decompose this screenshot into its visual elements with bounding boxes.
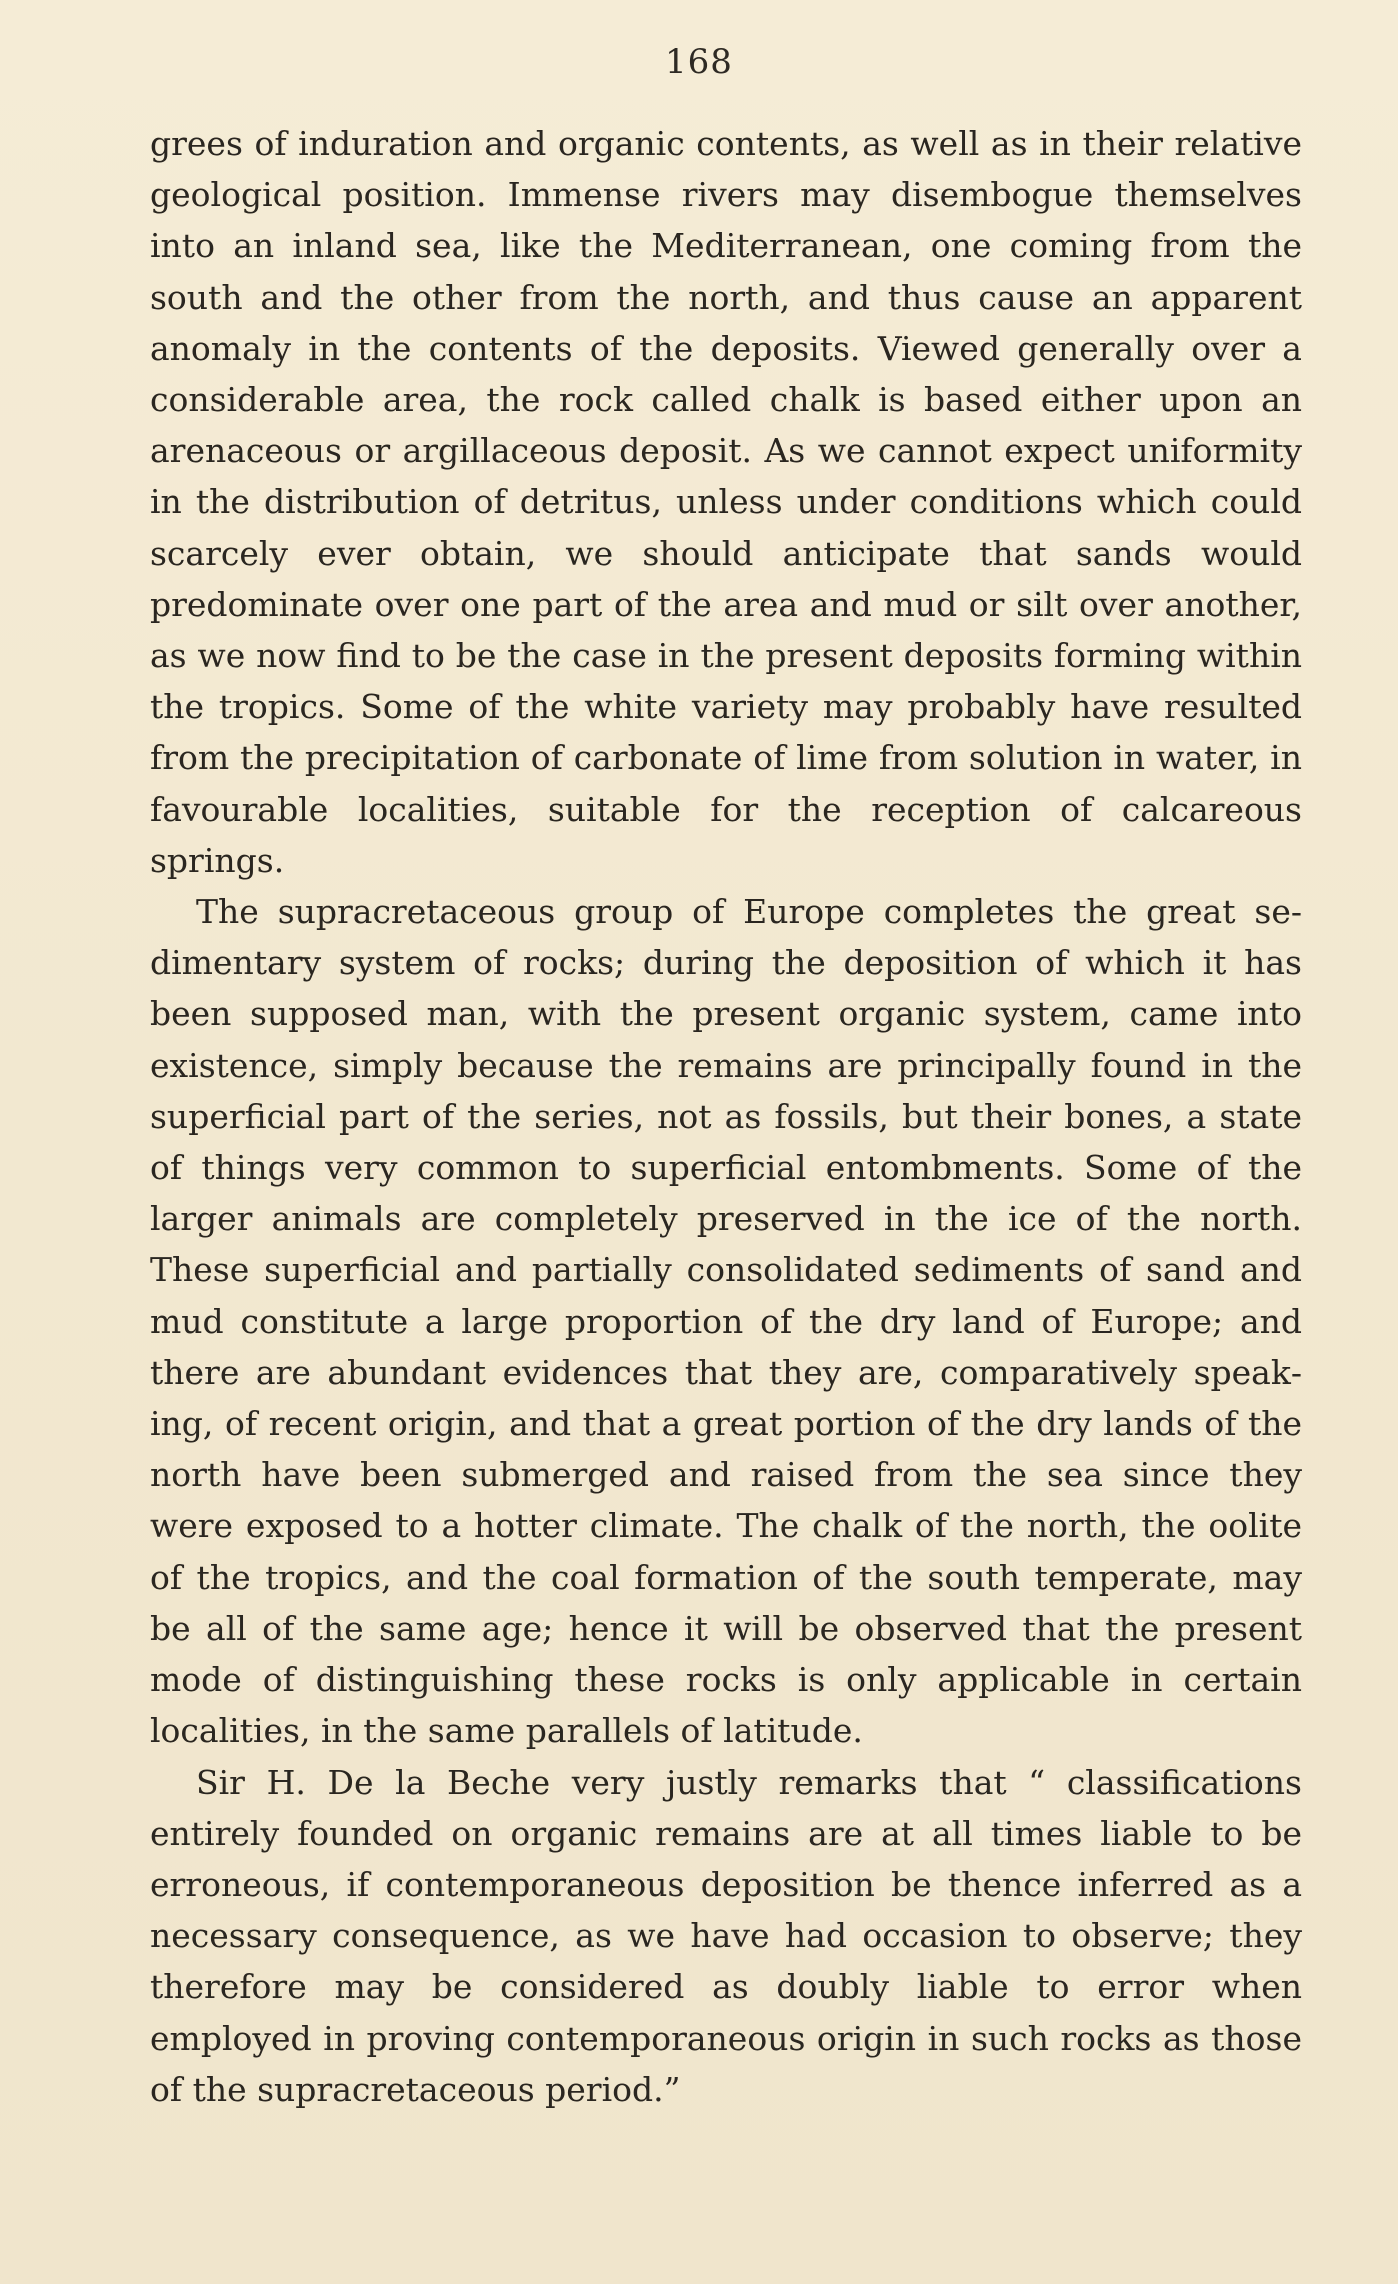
paragraph-de-la-beche-quote: Sir H. De la Beche very justly remarks that “ classifications entirely founded on organic remains are at all times liable to be erroneous, if contemporaneous deposition be thence inferred as a necessary consequence, as we have had occasion to observe; they therefore may be considered as doubly liable to error when employed in proving contemporaneous origin in such rocks as those of the supracretaceous period.”: [150, 1762, 1302, 2109]
page-number: 168: [665, 42, 733, 82]
paragraph-supracretaceous: The supracretaceous group of Europe completes the great sedimentary system of rocks; during the deposition of which it has been supposed man, with the present organic system, came into existence, simply because the remains are principally found in the superficial part of the series, not as fossils, but their bones, a state of things very common to superficial entombments. Some of the larger animals are completely preserved in the ice of the north. These superficial and partially consolidated sediments of sand and mud constitute a large proportion of the dry land of Europe; and there are abundant evidences that they are, comparatively speaking, of recent origin, and that a great portion of the dry lands of the north have been submerged and raised from the sea since they were exposed to a hotter climate. The chalk of the north, the oolite of the tropics, and the coal formation of the south temperate, may be all of the same age; hence it will be observed that the present mode of distinguishing these rocks is only applicable in certain localities, in the same parallels of latitude.: [150, 892, 1302, 1751]
body-text: [150, 118, 1302, 2115]
paragraph-continuation: grees of induration and organic contents, as well as in their relative geological position. Immense rivers may disembogue themselves into an inland sea, like the Mediterranean, one coming from the south and the other from the north, and thus cause an apparent anomaly in the contents of the deposits. Viewed generally over a considerable area, the rock called chalk is based either upon an arenaceous or argillaceous deposit. As we cannot expect uniformity in the distribution of detritus, unless under conditions which could scarcely ever obtain, we should anticipate that sands would predominate over one part of the area and mud or silt over another, as we now find to be the case in the present deposits forming within the tropics. Some of the white variety may probably have resulted from the precipitation of carbonate of lime from solution in water, in favourable localities, suitable for the reception of calcareous springs.: [150, 124, 1302, 880]
